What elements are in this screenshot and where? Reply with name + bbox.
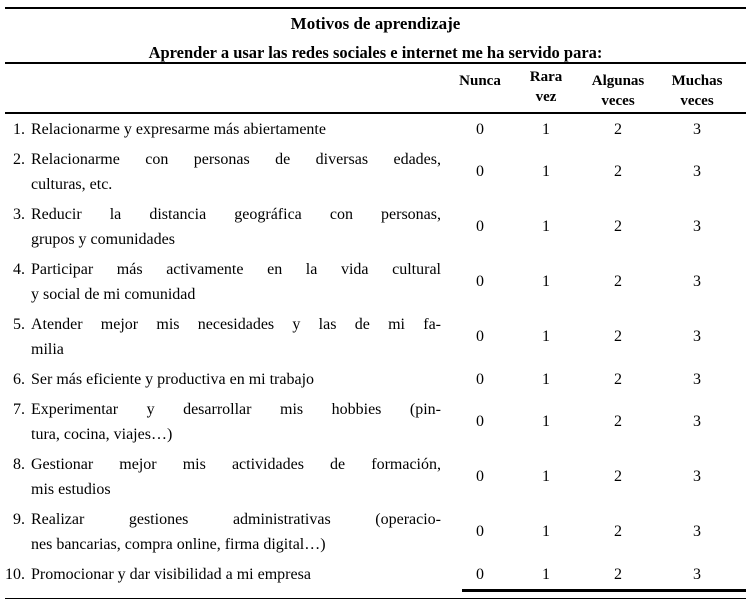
table-row (0, 504, 751, 559)
column-header-line: Muchas (671, 73, 723, 89)
row-number: 8. (13, 455, 25, 473)
table-row (0, 364, 751, 394)
value-cell: 1 (542, 523, 550, 540)
row-number: 6. (13, 370, 25, 388)
row-text-line: grupos y comunidades (31, 230, 175, 248)
column-header (512, 67, 580, 108)
value-cell: 1 (542, 163, 550, 180)
row-text-line: nes bancarias, compra online, firma digital…) (31, 535, 326, 553)
row-number: 3. (13, 205, 25, 223)
value-cell: 0 (476, 273, 484, 290)
value-cell: 1 (542, 120, 550, 138)
value-cell: 1 (542, 218, 550, 235)
value-cell: 1 (542, 468, 550, 485)
row-text-line: Realizar gestiones administrativas (operacio- (31, 510, 441, 528)
value-cell: 3 (693, 218, 701, 235)
row-text-line: Gestionar mejor mis actividades de formación, (31, 455, 441, 473)
value-cell: 0 (476, 163, 484, 180)
value-cell: 2 (614, 120, 622, 138)
row-text-line: Relacionarme y expresarme más abiertamente (31, 120, 326, 138)
table-row (0, 394, 751, 449)
question-cell (0, 147, 448, 197)
values-bottom-rule (462, 589, 746, 592)
row-text-line: Reducir la distancia geográfica con personas, (31, 205, 441, 223)
value-cell: 3 (693, 120, 701, 138)
table-row (0, 144, 751, 199)
value-cell: 3 (693, 468, 701, 485)
column-header (580, 71, 656, 112)
row-text-line: Relacionarme con personas de diversas edades, (31, 150, 441, 168)
value-cell: 0 (476, 328, 484, 345)
row-text (31, 117, 441, 142)
question-cell (0, 452, 448, 502)
row-text-line: y social de mi comunidad (31, 285, 196, 303)
row-number: 4. (13, 260, 25, 278)
value-cell: 0 (476, 523, 484, 540)
value-cell: 1 (542, 413, 550, 430)
row-number: 2. (13, 150, 25, 168)
question-cell (0, 312, 448, 362)
table-row (0, 559, 751, 589)
column-header-line: vez (535, 89, 557, 105)
column-header-line: Algunas (591, 73, 645, 89)
table-title: Motivos de aprendizaje (290, 14, 461, 33)
value-cell: 0 (476, 370, 484, 388)
question-column-spacer (0, 71, 448, 112)
value-cell: 0 (476, 120, 484, 138)
row-text-line: tura, cocina, viajes…) (31, 425, 173, 443)
row-text (31, 312, 441, 362)
row-number: 9. (13, 510, 25, 528)
table-row (0, 254, 751, 309)
value-cell: 3 (693, 413, 701, 430)
row-text (31, 507, 441, 557)
value-cell: 1 (542, 370, 550, 388)
question-cell (0, 397, 448, 447)
row-number: 5. (13, 315, 25, 333)
table-row (0, 449, 751, 504)
value-cell: 3 (693, 370, 701, 388)
column-header-line: veces (680, 93, 714, 109)
row-number: 7. (13, 400, 25, 418)
table-row (0, 199, 751, 254)
question-cell (0, 117, 448, 142)
value-cell: 2 (614, 370, 622, 388)
row-text (31, 147, 441, 197)
value-cell: 2 (614, 273, 622, 290)
value-cell: 2 (614, 413, 622, 430)
value-cell: 1 (542, 565, 550, 583)
value-cell: 0 (476, 468, 484, 485)
value-cell: 2 (614, 218, 622, 235)
value-cell: 3 (693, 273, 701, 290)
column-header-row (0, 64, 751, 112)
row-text-line: Atender mejor mis necesidades y las de mi fa- (31, 315, 441, 333)
value-cell: 2 (614, 468, 622, 485)
question-cell (0, 202, 448, 252)
row-text-line: Promocionar y dar visibilidad a mi empresa (31, 565, 311, 583)
row-text-line: milia (31, 340, 64, 358)
row-number: 10. (5, 565, 25, 583)
question-cell (0, 257, 448, 307)
column-header-line: veces (601, 93, 635, 109)
table-title-block (0, 9, 751, 62)
value-cell: 3 (693, 163, 701, 180)
table-row (0, 114, 751, 144)
value-cell: 2 (614, 328, 622, 345)
column-header-line: Nunca (459, 73, 501, 89)
row-text-line: Ser más eficiente y productiva en mi trabajo (31, 370, 315, 388)
value-cell: 3 (693, 523, 701, 540)
value-cell: 3 (693, 328, 701, 345)
value-cell: 0 (476, 413, 484, 430)
question-cell (0, 507, 448, 557)
value-cell: 3 (693, 565, 701, 583)
row-text (31, 452, 441, 502)
row-text-line: Participar más activamente en la vida cultural (31, 260, 441, 278)
table-row (0, 309, 751, 364)
question-cell (0, 367, 448, 392)
row-text-line: culturas, etc. (31, 175, 113, 193)
row-text (31, 257, 441, 307)
row-text (31, 562, 441, 587)
row-text-line: Experimentar y desarrollar mis hobbies (pin- (31, 400, 441, 418)
row-text-line: mis estudios (31, 480, 111, 498)
row-text (31, 367, 441, 392)
row-text (31, 202, 441, 252)
column-header-line: Rara (529, 69, 563, 85)
value-cell: 2 (614, 565, 622, 583)
row-text (31, 397, 441, 447)
value-cell: 2 (614, 523, 622, 540)
question-cell (0, 562, 448, 587)
column-header (448, 71, 512, 112)
value-cell: 2 (614, 163, 622, 180)
value-cell: 1 (542, 273, 550, 290)
value-cell: 0 (476, 218, 484, 235)
table-bottom-rule (5, 598, 746, 600)
table-subtitle: Aprender a usar las redes sociales e internet me ha servido para: (148, 43, 603, 62)
row-number: 1. (13, 120, 25, 138)
value-cell: 1 (542, 328, 550, 345)
column-header (656, 71, 738, 112)
value-cell: 0 (476, 565, 484, 583)
table-body (0, 114, 751, 589)
